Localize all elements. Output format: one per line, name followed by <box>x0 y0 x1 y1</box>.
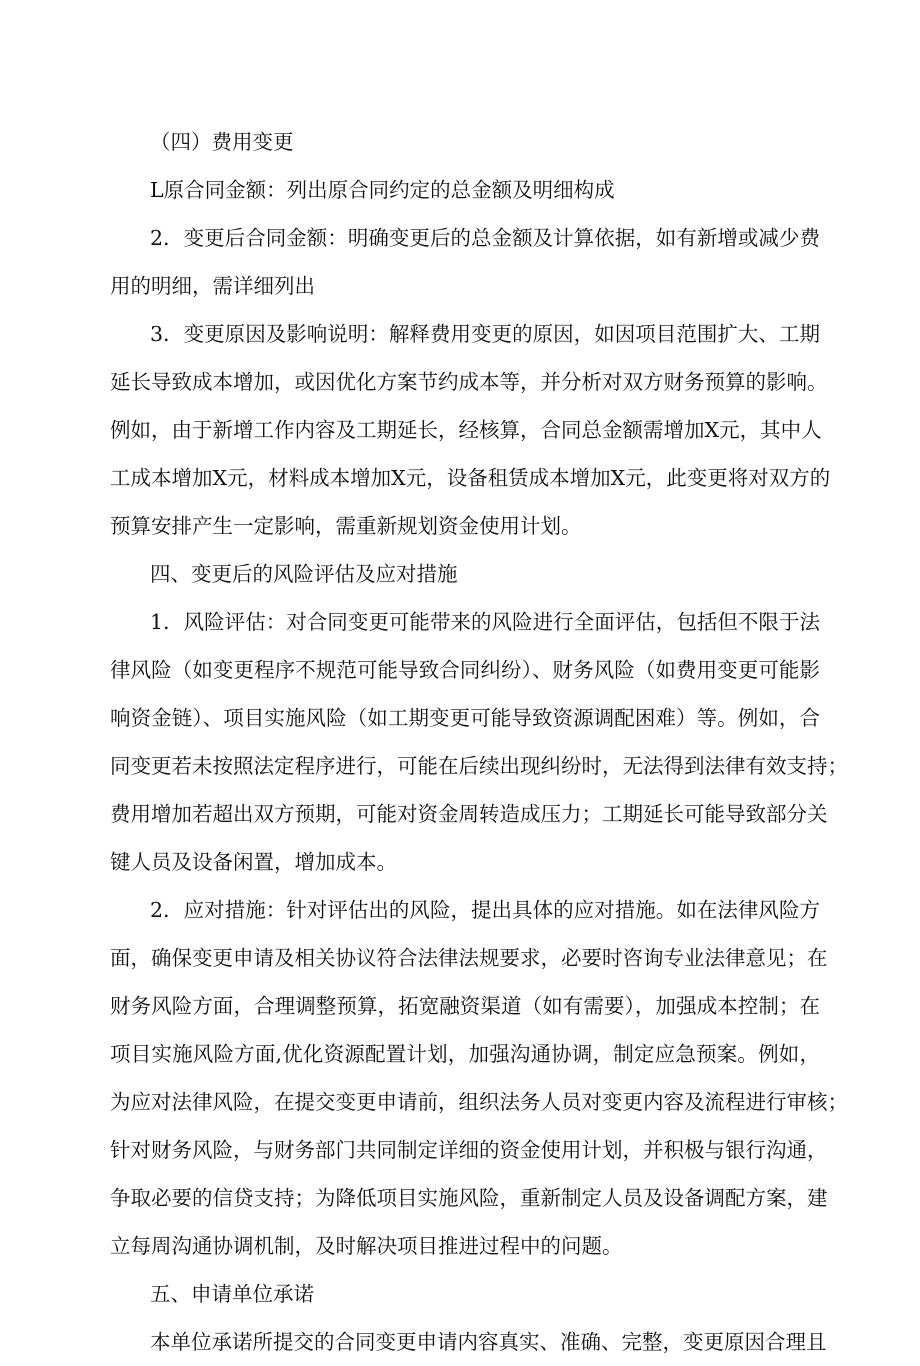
paragraph-line: 1．风险评估：对合同变更可能带来的风险进行全面评估，包括但不限于法 <box>150 610 820 634</box>
paragraph-line: 响资金链）、项目实施风险（如工期变更可能导致资源调配困难）等。例如，合 <box>110 706 820 730</box>
paragraph-line: L原合同金额：列出原合同约定的总金额及明细构成 <box>150 178 615 202</box>
paragraph-line: 用的明细，需详细列出 <box>110 274 315 298</box>
paragraph-line: 费用增加若超出双方预期，可能对资金周转造成压力；工期延长可能导致部分关 <box>110 802 828 826</box>
paragraph-line: 争取必要的信贷支持；为降低项目实施风险，重新制定人员及设备调配方案，建 <box>110 1186 828 1210</box>
section-heading-fee-change: （四）费用变更 <box>150 130 294 154</box>
paragraph-line: 本单位承诺所提交的合同变更申请内容真实、准确、完整，变更原因合理且 <box>150 1330 827 1354</box>
paragraph-line: 律风险（如变更程序不规范可能导致合同纠纷）、财务风险（如费用变更可能影 <box>110 658 820 682</box>
paragraph-line: 2．应对措施：针对评估出的风险，提出具体的应对措施。如在法律风险方 <box>150 898 820 922</box>
section-heading-risk-assessment: 四、变更后的风险评估及应对措施 <box>150 562 458 586</box>
paragraph-line: 项目实施风险方面,优化资源配置计划，加强沟通协调，制定应急预案。例如， <box>110 1042 820 1066</box>
paragraph-line: 针对财务风险，与财务部门共同制定详细的资金使用计划，并积极与银行沟通， <box>110 1138 828 1162</box>
paragraph-line: 2．变更后合同金额：明确变更后的总金额及计算依据，如有新增或减少费 <box>150 226 820 250</box>
paragraph-line: 延长导致成本增加，或因优化方案节约成本等，并分析对双方财务预算的影响。 <box>110 370 828 394</box>
paragraph-line: 键人员及设备闲置，增加成本。 <box>110 850 397 874</box>
paragraph-line: 立每周沟通协调机制，及时解决项目推进过程中的问题。 <box>110 1234 623 1258</box>
paragraph-line: 为应对法律风险，在提交变更申请前，组织法务人员对变更内容及流程进行审核； <box>110 1090 848 1114</box>
paragraph-line: 工成本增加X元，材料成本增加X元，设备租赁成本增加X元，此变更将对双方的 <box>110 466 831 490</box>
paragraph-line: 例如，由于新增工作内容及工期延长，经核算，合同总金额需增加X元，其中人 <box>110 418 822 442</box>
paragraph-line: 面，确保变更申请及相关协议符合法律法规要求，必要时咨询专业法律意见；在 <box>110 946 828 970</box>
paragraph-line: 同变更若未按照法定程序进行，可能在后续出现纠纷时，无法得到法律有效支持； <box>110 754 848 778</box>
paragraph-line: 3．变更原因及影响说明：解释费用变更的原因，如因项目范围扩大、工期 <box>150 322 820 346</box>
section-heading-commitment: 五、申请单位承诺 <box>150 1282 314 1306</box>
paragraph-line: 财务风险方面，合理调整预算，拓宽融资渠道（如有需要），加强成本控制；在 <box>110 994 820 1018</box>
paragraph-line: 预算安排产生一定影响，需重新规划资金使用计划。 <box>110 514 582 538</box>
